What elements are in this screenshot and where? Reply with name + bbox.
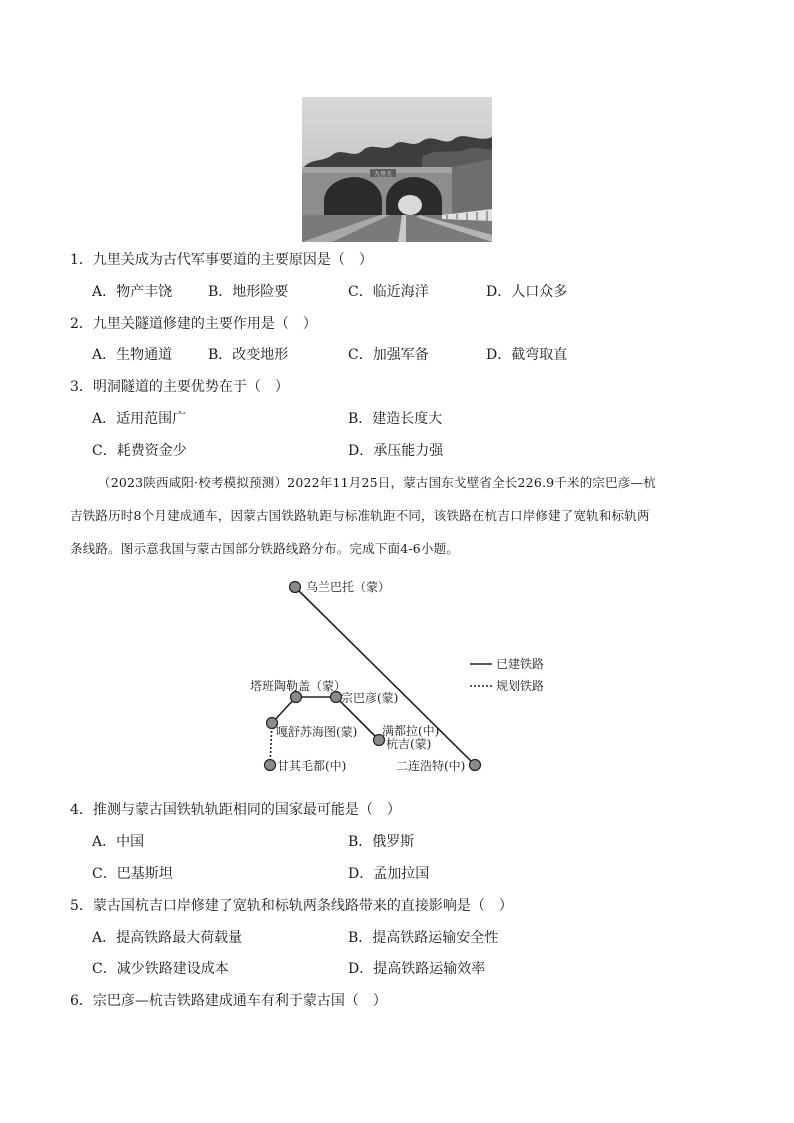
question-2-option-b[interactable]: B．改变地形 <box>208 347 289 363</box>
question-1-stem: 1．九里关成为古代军事要道的主要原因是（ ） <box>70 252 373 268</box>
passage-line-3: 条线路。图示意我国与蒙古国部分铁路线路分布。完成下面4-6小题。 <box>70 541 460 556</box>
question-6-stem: 6．宗巴彦—杭吉铁路建成通车有利于蒙古国（ ） <box>70 993 387 1009</box>
station-ulaanbaatar <box>290 582 301 593</box>
label-ulaanbaatar: 乌兰巴托（蒙） <box>306 580 391 594</box>
question-4-option-c[interactable]: C．巴基斯坦 <box>92 866 173 882</box>
passage-line-2: 吉铁路历时8个月建成通车，因蒙古国铁路轨距与标准轨距不同，该铁路在杭吉口岸修建了宽轨和标轨两 <box>70 508 650 523</box>
question-4-stem: 4．推测与蒙古国铁轨轨距相同的国家最可能是（ ） <box>70 802 401 818</box>
question-4-option-a[interactable]: A．中国 <box>92 834 145 850</box>
label-tavan-tolgoi: 塔班陶勒盖（蒙） <box>250 679 347 693</box>
passage-line-1: （2023陕西咸阳·校考模拟预测）2022年11月25日，蒙古国东戈壁省全长226.9千米的宗巴彦—杭 <box>98 475 656 490</box>
tunnel-photo <box>302 97 492 242</box>
question-1-option-c[interactable]: C．临近海洋 <box>348 284 429 300</box>
question-2-option-a[interactable]: A．生物通道 <box>92 347 173 363</box>
station-tavan-tolgoi <box>291 692 302 703</box>
question-3-option-d[interactable]: D．承压能力强 <box>348 443 444 459</box>
question-5-stem: 5．蒙古国杭吉口岸修建了宽轨和标轨两条线路带来的直接影响是（ ） <box>70 898 513 914</box>
label-mandula: 满都拉(中) <box>382 724 440 738</box>
station-erenhot <box>470 760 481 771</box>
station-ganqimaodu <box>265 760 276 771</box>
passage-text <box>70 466 730 565</box>
label-ganqimaodu: 甘其毛都(中) <box>277 759 347 773</box>
label-gashuun-sukhait: 嘎舒苏海图(蒙) <box>276 725 358 739</box>
label-zuunbayan: 宗巴彦(蒙) <box>341 691 399 705</box>
question-3-option-a[interactable]: A．适用范围广 <box>92 411 187 427</box>
question-1-option-d[interactable]: D．人口众多 <box>486 284 568 300</box>
legend-built-label: 已建铁路 <box>496 657 545 671</box>
question-1-option-a[interactable]: A．物产丰饶 <box>92 284 173 300</box>
planned-railway-ganqimaodu <box>270 723 272 765</box>
question-4-option-b[interactable]: B．俄罗斯 <box>348 834 415 850</box>
question-2-option-c[interactable]: C．加强军备 <box>348 347 429 363</box>
question-1-option-b[interactable]: B．地形险要 <box>208 284 289 300</box>
question-3-option-b[interactable]: B．建造长度大 <box>348 411 443 427</box>
question-2-option-d[interactable]: D．截弯取直 <box>486 347 568 363</box>
legend-planned-label: 规划铁路 <box>496 679 545 693</box>
label-khangi: 杭吉(蒙) <box>386 737 432 751</box>
question-3-option-c[interactable]: C．耗费资金少 <box>92 443 187 459</box>
railway-map <box>240 570 570 780</box>
question-5-option-c[interactable]: C．减少铁路建设成本 <box>92 961 229 977</box>
question-3-stem: 3．明洞隧道的主要优势在于（ ） <box>70 379 289 395</box>
label-erenhot: 二连浩特(中) <box>396 759 466 773</box>
question-5-option-b[interactable]: B．提高铁路运输安全性 <box>348 930 499 946</box>
question-2-stem: 2．九里关隧道修建的主要作用是（ ） <box>70 316 317 332</box>
question-5-option-a[interactable]: A．提高铁路最大荷载量 <box>92 930 243 946</box>
tunnel-sign: 九里关 <box>373 171 393 178</box>
station-zuunbayan <box>331 692 342 703</box>
question-5-option-d[interactable]: D．提高铁路运输效率 <box>348 961 486 977</box>
question-4-option-d[interactable]: D．孟加拉国 <box>348 866 430 882</box>
